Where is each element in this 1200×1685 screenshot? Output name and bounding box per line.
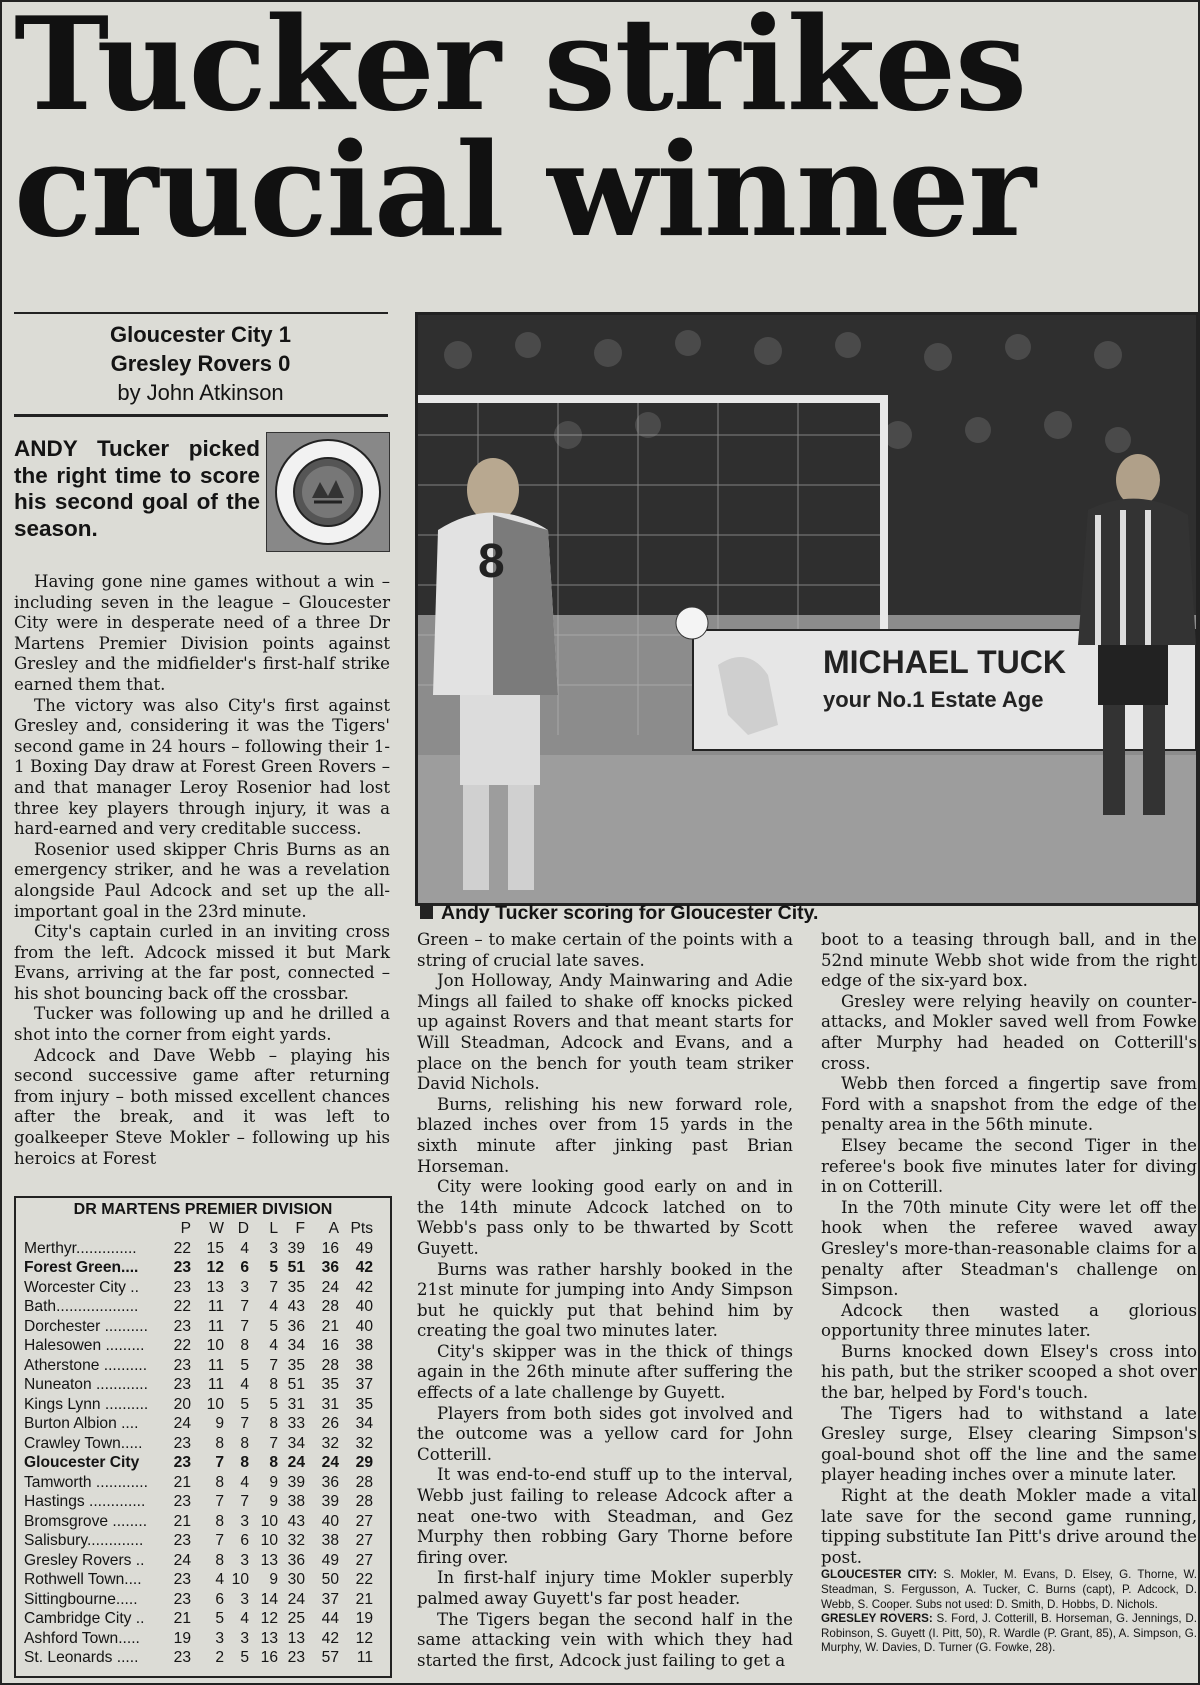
- stat-pts: 42: [355, 1278, 373, 1296]
- stat-d: 3: [240, 1590, 249, 1608]
- team-name: Ashford Town.....: [24, 1629, 140, 1647]
- divider: [14, 312, 388, 314]
- stat-p: 23: [173, 1317, 191, 1335]
- stat-w: 13: [206, 1278, 224, 1296]
- stat-l: 14: [260, 1590, 278, 1608]
- table-row: [24, 1531, 382, 1551]
- team-name: Dorchester ..........: [24, 1317, 148, 1335]
- stat-w: 8: [215, 1434, 224, 1452]
- stat-d: 3: [240, 1551, 249, 1569]
- shirt-number: 8: [478, 535, 505, 588]
- stat-f: 24: [287, 1590, 305, 1608]
- team-name: Atherstone ..........: [24, 1356, 148, 1374]
- stat-l: 10: [260, 1512, 278, 1530]
- table-row: [24, 1278, 382, 1298]
- paragraph: City were looking good early on and in the 14th minute Adcock latched on to Webb's pass only to be thwarted by Scott Guyett.: [417, 1177, 793, 1258]
- table-row: [24, 1570, 382, 1590]
- paragraph: The victory was also City's first against Gresley and, considering it was the Tigers' second game in 24 hours – following their 1-1 Boxing Day draw at Forest Green Rovers – and that manager Leroy Rosenior had lost three key players through injury, it was a hard-earned and very creditable success.: [14, 695, 390, 839]
- paragraph: Webb then forced a fingertip save from Ford with a snapshot from the edge of the penalty area in the 56th minute.: [821, 1074, 1197, 1135]
- stat-p: 23: [173, 1376, 191, 1393]
- stat-f: 31: [287, 1395, 305, 1413]
- caption-square-icon: [420, 906, 433, 919]
- stat-l: 3: [269, 1239, 278, 1257]
- table-row: [24, 1512, 382, 1532]
- stat-w: 2: [215, 1649, 224, 1666]
- stat-f: 24: [287, 1454, 305, 1471]
- stat-a: 57: [321, 1649, 339, 1666]
- article-column-3: [821, 930, 1197, 1656]
- team-name: Cambridge City ..: [24, 1610, 145, 1627]
- paragraph: Gresley were relying heavily on counter-attacks, and Mokler saved well from Fowke after Murphy had headed on Cotterill's cross.: [821, 991, 1197, 1073]
- paragraph: Adcock then wasted a glorious opportunity three minutes later.: [821, 1300, 1197, 1341]
- photo-caption: [420, 902, 818, 925]
- stat-f: 30: [287, 1571, 305, 1588]
- paragraph: In the 70th minute City were let off the hook when the referee waved away Gresley's more-than-reasonable claims for a penalty after Steadman's challenge on Simpson.: [821, 1197, 1197, 1300]
- stat-d: 4: [240, 1239, 249, 1257]
- stat-f: 23: [287, 1649, 305, 1666]
- stat-p: 24: [173, 1415, 191, 1432]
- stat-d: 5: [240, 1356, 249, 1374]
- stat-f: 13: [287, 1629, 305, 1647]
- stat-w: 5: [215, 1610, 224, 1627]
- paragraph: Green – to make certain of the points with a string of crucial late saves.: [417, 930, 793, 970]
- stat-pts: 37: [355, 1376, 373, 1393]
- paragraph: Jon Holloway, Andy Mainwaring and Adie Mings all failed to shake off knocks picked up against Rovers and that meant starts for Will Steadman, Adcock and Evans, and a place on the bench for youth team striker David Nichols.: [417, 971, 793, 1094]
- paragraph: City's skipper was in the thick of things again in the 26th minute after suffering the effects of a late challenge by Guyett.: [417, 1341, 793, 1403]
- stat-d: 5: [240, 1649, 249, 1666]
- stat-pts: 22: [355, 1571, 373, 1588]
- stat-w: 11: [207, 1376, 224, 1393]
- stat-d: 4: [240, 1610, 249, 1627]
- away-lineup: [821, 1612, 1197, 1656]
- stat-w: 11: [207, 1298, 224, 1315]
- stat-l: 9: [269, 1473, 278, 1491]
- table-row: [24, 1356, 382, 1376]
- stat-pts: 38: [355, 1337, 373, 1354]
- team-name: Merthyr..............: [24, 1239, 137, 1257]
- stat-d: 6: [240, 1259, 249, 1276]
- stat-f: 32: [287, 1532, 305, 1549]
- team-name: Tamworth ............: [24, 1473, 148, 1491]
- stat-w: 10: [206, 1337, 224, 1354]
- gloucester-city-crest-icon: [266, 432, 390, 552]
- stat-l: 10: [260, 1532, 278, 1549]
- header-f: F: [295, 1220, 305, 1237]
- stat-p: 23: [173, 1532, 191, 1549]
- team-name: Crawley Town.....: [24, 1434, 143, 1452]
- stat-f: 51: [287, 1376, 305, 1393]
- table-row: [24, 1375, 382, 1395]
- stat-d: 8: [240, 1434, 249, 1452]
- stat-p: 21: [173, 1610, 191, 1627]
- stat-pts: 34: [355, 1415, 373, 1432]
- stat-w: 7: [215, 1454, 224, 1471]
- stat-p: 22: [173, 1298, 191, 1315]
- league-table-header: [24, 1219, 382, 1239]
- stat-a: 26: [321, 1415, 339, 1432]
- stat-d: 4: [240, 1376, 249, 1393]
- stat-p: 23: [173, 1590, 191, 1608]
- stat-p: 22: [173, 1337, 191, 1354]
- stat-f: 39: [287, 1473, 305, 1491]
- stat-f: 33: [287, 1415, 305, 1432]
- stat-l: 5: [269, 1395, 278, 1413]
- advert-board-text: MICHAEL TUCK: [823, 644, 1066, 680]
- stat-a: 37: [321, 1590, 339, 1608]
- table-row: [24, 1609, 382, 1629]
- stat-p: 24: [173, 1551, 191, 1569]
- team-name: Bath...................: [24, 1298, 139, 1315]
- stat-p: 23: [173, 1356, 191, 1374]
- score-box: [14, 320, 387, 407]
- stat-l: 9: [269, 1493, 278, 1510]
- stat-w: 12: [206, 1259, 224, 1276]
- stat-pts: 21: [355, 1590, 373, 1608]
- paragraph: Elsey became the second Tiger in the referee's book five minutes later for diving in on Cotterill.: [821, 1135, 1197, 1197]
- stat-l: 5: [269, 1259, 278, 1276]
- league-table: [14, 1196, 392, 1678]
- stat-f: 51: [287, 1259, 305, 1276]
- team-name: Gresley Rovers ..: [24, 1551, 145, 1569]
- stat-d: 8: [240, 1337, 249, 1354]
- paragraph: In first-half injury time Mokler superbly palmed away Guyett's far post header.: [417, 1568, 793, 1608]
- table-row: [24, 1317, 382, 1337]
- stat-a: 49: [321, 1551, 339, 1569]
- headline: [14, 0, 1194, 266]
- stat-d: 4: [240, 1473, 249, 1491]
- paragraph: Players from both sides got involved and the outcome was a yellow card for John Cotterill.: [417, 1403, 793, 1464]
- paragraph: Burns, relishing his new forward role, blazed inches over from 15 yards in the sixth minute after jinking past Brian Horseman.: [417, 1094, 793, 1176]
- stat-a: 16: [321, 1337, 339, 1354]
- stat-l: 8: [269, 1454, 278, 1471]
- team-name: Hastings .............: [24, 1493, 146, 1510]
- stat-w: 10: [206, 1395, 224, 1413]
- table-row: [24, 1551, 382, 1571]
- stat-w: 7: [215, 1493, 224, 1510]
- team-name: St. Leonards .....: [24, 1649, 139, 1666]
- stat-p: 20: [173, 1395, 191, 1413]
- paragraph: Right at the death Mokler made a vital late save for the second game running, tipping substitute Ian Pitt's drive around the post.: [821, 1486, 1197, 1567]
- header-l: L: [269, 1220, 278, 1237]
- stat-a: 50: [321, 1571, 339, 1588]
- header-d: D: [237, 1220, 249, 1237]
- team-name: Worcester City ..: [24, 1278, 139, 1296]
- team-name: Halesowen .........: [24, 1337, 145, 1354]
- stat-pts: 27: [355, 1512, 373, 1530]
- paragraph: The Tigers had to withstand a late Gresley surge, Elsey clearing Simpson's goal-bound shot off the line and the same player heading inches over a minute later.: [821, 1403, 1197, 1485]
- stat-pts: 28: [355, 1473, 373, 1491]
- table-row: [24, 1648, 382, 1668]
- stat-p: 23: [173, 1454, 191, 1471]
- stat-w: 3: [215, 1629, 224, 1647]
- stat-w: 15: [206, 1239, 224, 1257]
- table-row: [24, 1434, 382, 1454]
- match-photo: [415, 312, 1199, 906]
- away-lineup-players: S. Ford, J. Cotterill, B. Horseman, G. Jennings, D. Robinson, S. Guyett (I. Pitt, 50), R. Wardle (P. Grant, 85), A. Simpson, G. Murphy, W. Davies, D. Turner (G. Fowke, 28).: [821, 1612, 1197, 1655]
- article-column-2: [417, 930, 793, 1671]
- stat-d: 6: [240, 1532, 249, 1549]
- stat-w: 11: [207, 1317, 224, 1335]
- stat-l: 12: [260, 1610, 278, 1627]
- stat-a: 24: [321, 1278, 339, 1296]
- stat-l: 13: [260, 1551, 278, 1569]
- table-row: [24, 1297, 382, 1317]
- stat-a: 16: [321, 1239, 339, 1257]
- stat-f: 34: [287, 1337, 305, 1354]
- stat-l: 13: [260, 1629, 278, 1647]
- table-row: [24, 1473, 382, 1493]
- headline-line-2: crucial winner: [14, 116, 1035, 266]
- home-score: Gloucester City 1: [110, 322, 291, 347]
- home-lineup-players: S. Mokler, M. Evans, D. Elsey, G. Thorne, W. Steadman, S. Fergusson, A. Tucker, C. Burns (capt), P. Adcock, D. Webb, S. Cooper. Subs not used: D. Smith, D. Hobbs, D. Nichols.: [821, 1568, 1197, 1611]
- table-row: [24, 1590, 382, 1610]
- stat-d: 3: [240, 1629, 249, 1647]
- table-row: [24, 1239, 382, 1259]
- away-lineup-label: GRESLEY ROVERS:: [821, 1612, 933, 1626]
- team-name: Nuneaton ............: [24, 1376, 148, 1393]
- stat-p: 23: [173, 1493, 191, 1510]
- paragraph: Rosenior used skipper Chris Burns as an emergency striker, and he was a revelation alongside Paul Adcock and set up the all-important goal in the 23rd minute.: [14, 839, 390, 921]
- stat-p: 23: [173, 1434, 191, 1452]
- header-pts: Pts: [350, 1220, 373, 1237]
- stat-pts: 27: [355, 1551, 373, 1569]
- stat-d: 7: [240, 1298, 249, 1315]
- stat-a: 40: [321, 1512, 339, 1530]
- stat-l: 7: [269, 1434, 278, 1452]
- stat-pts: 29: [355, 1454, 373, 1471]
- table-row: [24, 1629, 382, 1649]
- stat-pts: 35: [355, 1395, 373, 1413]
- paragraph: Tucker was following up and he drilled a shot into the corner from eight yards.: [14, 1004, 390, 1045]
- team-name: Burton Albion ....: [24, 1415, 139, 1432]
- stat-p: 22: [173, 1239, 191, 1257]
- stat-p: 23: [173, 1649, 191, 1666]
- home-lineup-label: GLOUCESTER CITY:: [821, 1568, 938, 1582]
- stat-d: 7: [240, 1317, 249, 1335]
- stat-pts: 12: [355, 1629, 373, 1647]
- stat-f: 35: [287, 1278, 305, 1296]
- headline-line-1: Tucker strikes: [14, 0, 1027, 140]
- table-row: [24, 1492, 382, 1512]
- team-name: Sittingbourne.....: [24, 1590, 138, 1608]
- stat-p: 21: [173, 1473, 191, 1491]
- stat-a: 28: [321, 1298, 339, 1315]
- stat-d: 8: [240, 1454, 249, 1471]
- stat-f: 34: [287, 1434, 305, 1452]
- stat-a: 31: [321, 1395, 339, 1413]
- table-row: [24, 1414, 382, 1434]
- table-row: [24, 1258, 382, 1278]
- team-name: Rothwell Town....: [24, 1571, 142, 1588]
- stat-pts: 40: [355, 1298, 373, 1315]
- stat-a: 36: [321, 1259, 339, 1276]
- stat-pts: 40: [355, 1317, 373, 1335]
- header-a: A: [328, 1220, 339, 1237]
- stat-d: 10: [231, 1571, 249, 1588]
- article-column-1: [14, 572, 390, 1169]
- team-name: Bromsgrove ........: [24, 1512, 148, 1530]
- stat-a: 24: [321, 1454, 339, 1471]
- intro-paragraph: ANDY Tucker picked the right time to score his second goal of the season.: [14, 436, 260, 541]
- stat-pts: 27: [355, 1532, 373, 1549]
- stat-a: 35: [321, 1376, 339, 1393]
- paragraph: Burns was rather harshly booked in the 21st minute for jumping into Andy Simpson but he quickly put that behind him by creating the goal two minutes later.: [417, 1259, 793, 1341]
- stat-l: 8: [269, 1415, 278, 1432]
- stat-a: 21: [321, 1317, 339, 1335]
- stat-a: 28: [321, 1356, 339, 1374]
- stat-a: 39: [321, 1493, 339, 1510]
- stat-f: 36: [287, 1551, 305, 1569]
- team-name: Gloucester City: [24, 1454, 140, 1471]
- stat-p: 19: [173, 1629, 191, 1647]
- paragraph: The Tigers began the second half in the same attacking vein with which they had started the first, Adcock just failing to get a: [417, 1609, 793, 1670]
- stat-pts: 19: [355, 1610, 373, 1627]
- stat-d: 3: [240, 1512, 249, 1530]
- stat-f: 38: [287, 1493, 305, 1510]
- stat-w: 8: [215, 1512, 224, 1530]
- stat-f: 43: [287, 1298, 305, 1315]
- stat-l: 4: [269, 1337, 278, 1354]
- stat-d: 7: [240, 1493, 249, 1510]
- stat-p: 23: [173, 1278, 191, 1296]
- stat-w: 11: [207, 1356, 224, 1374]
- stat-l: 9: [269, 1571, 278, 1588]
- stat-p: 23: [173, 1571, 191, 1588]
- paragraph: Burns knocked down Elsey's cross into his path, but the striker scooped a shot over the bar, helped by Ford's touch.: [821, 1341, 1197, 1403]
- paragraph: City's captain curled in an inviting cross from the left. Adcock missed it but Mark Evans, arriving at the far post, connected – his shot bouncing back off the crossbar.: [14, 922, 390, 1003]
- stat-d: 5: [240, 1395, 249, 1413]
- league-table-title: DR MARTENS PREMIER DIVISION: [73, 1201, 333, 1218]
- stat-p: 21: [173, 1512, 191, 1530]
- table-row: [24, 1453, 382, 1473]
- home-lineup: [821, 1568, 1197, 1612]
- team-name: Forest Green....: [24, 1259, 139, 1276]
- stat-p: 23: [173, 1259, 191, 1276]
- byline: by John Atkinson: [117, 380, 284, 405]
- header-p: P: [180, 1220, 191, 1237]
- stat-a: 44: [321, 1610, 339, 1627]
- stat-f: 43: [287, 1512, 305, 1530]
- advert-board-subtext: your No.1 Estate Age: [823, 687, 1044, 712]
- stat-d: 3: [240, 1278, 249, 1296]
- paragraph: Adcock and Dave Webb – playing his second successive game after returning from injury – both missed excellent chances after the break, and it was left to goalkeeper Steve Mokler – following up his heroics at Forest: [14, 1045, 390, 1168]
- stat-d: 7: [240, 1415, 249, 1432]
- stat-l: 8: [269, 1376, 278, 1393]
- team-name: Salisbury.............: [24, 1532, 144, 1549]
- stat-l: 4: [269, 1298, 278, 1315]
- paragraph: It was end-to-end stuff up to the interval, Webb just failing to release Adcock after a neat one-two with Steadman, and Gez Murphy then robbing Gary Thorne before firing over.: [417, 1465, 793, 1567]
- stat-pts: 28: [355, 1493, 373, 1510]
- stat-l: 16: [260, 1649, 278, 1666]
- stat-f: 39: [287, 1239, 305, 1257]
- stat-l: 7: [269, 1278, 278, 1296]
- stat-w: 8: [215, 1473, 224, 1491]
- stat-f: 36: [287, 1317, 305, 1335]
- team-name: Kings Lynn ..........: [24, 1395, 149, 1413]
- table-row: [24, 1395, 382, 1415]
- stat-w: 6: [215, 1590, 224, 1608]
- stat-l: 7: [269, 1356, 278, 1374]
- stat-w: 9: [215, 1415, 224, 1432]
- stat-f: 35: [287, 1356, 305, 1374]
- stat-a: 36: [321, 1473, 339, 1491]
- away-score: Gresley Rovers 0: [110, 351, 291, 376]
- stat-a: 42: [321, 1629, 339, 1647]
- stat-a: 38: [321, 1532, 339, 1549]
- stat-pts: 32: [355, 1434, 373, 1452]
- caption-text: Andy Tucker scoring for Gloucester City.: [441, 902, 819, 924]
- stat-pts: 49: [355, 1239, 373, 1257]
- stat-f: 25: [287, 1610, 305, 1627]
- stat-pts: 42: [355, 1259, 373, 1276]
- paragraph: Having gone nine games without a win – including seven in the league – Gloucester City were in desperate need of a three Dr Martens Premier Division points against Gresley and the midfielder's first-half strike earned them that.: [14, 572, 390, 694]
- stat-w: 8: [215, 1551, 224, 1569]
- table-row: [24, 1336, 382, 1356]
- stat-pts: 11: [356, 1649, 373, 1666]
- stat-pts: 38: [355, 1356, 373, 1374]
- stat-a: 32: [321, 1434, 339, 1452]
- stat-l: 5: [269, 1317, 278, 1335]
- divider: [14, 414, 388, 417]
- paragraph: boot to a teasing through ball, and in the 52nd minute Webb shot wide from the right edge of the six-yard box.: [821, 930, 1197, 991]
- header-w: W: [209, 1220, 224, 1237]
- stat-w: 4: [215, 1571, 224, 1588]
- stat-w: 7: [215, 1532, 224, 1549]
